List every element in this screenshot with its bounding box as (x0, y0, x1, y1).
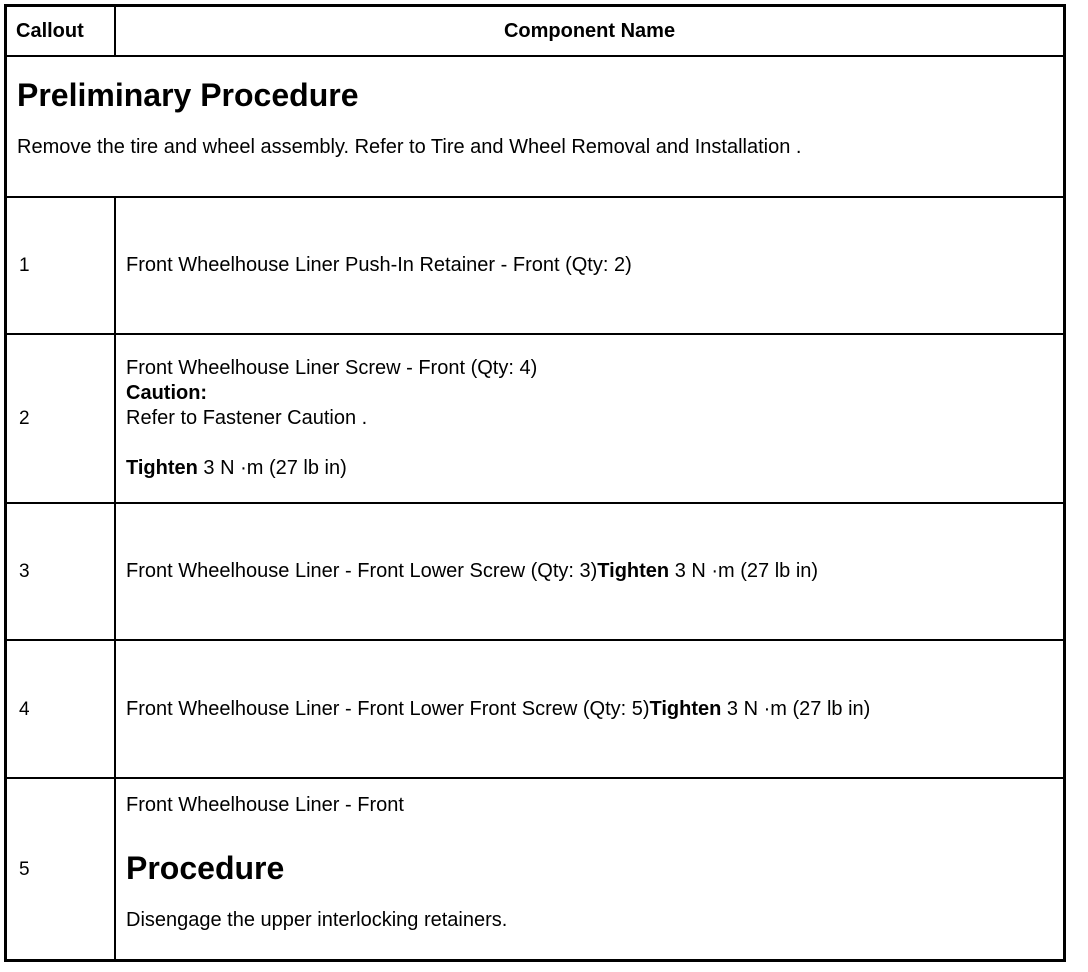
callout-number: 3 (7, 503, 115, 641)
tighten-value: 3 N ·m (27 lb in) (721, 697, 871, 720)
component-description (115, 334, 1063, 503)
header-component-name: Component Name (115, 7, 1063, 56)
spacer (126, 431, 1053, 456)
preliminary-text: Remove the tire and wheel assembly. Refer to Tire and Wheel Removal and Installation . (17, 136, 802, 159)
tighten-spec (126, 456, 1053, 481)
component-table-frame (4, 4, 1066, 962)
tighten-value: 3 N ·m (27 lb in) (197, 456, 347, 479)
component-name: Front Wheelhouse Liner Push-In Retainer - Front (Qty: 2) (126, 253, 632, 276)
component-description (115, 640, 1063, 778)
component-description (115, 503, 1063, 641)
callout-number: 2 (7, 334, 115, 503)
component-name: Front Wheelhouse Liner Screw - Front (Qty: 4) (126, 356, 538, 379)
component-name: Front Wheelhouse Liner - Front Lower Screw (Qty: 3) (126, 559, 598, 582)
header-callout: Callout (7, 7, 115, 56)
callout-number: 5 (7, 778, 115, 959)
tighten-value: 3 N ·m (27 lb in) (669, 559, 819, 582)
table-row (7, 503, 1063, 641)
tighten-label: Tighten (126, 456, 198, 479)
caution-label: Caution: (126, 381, 208, 404)
component-name: Front Wheelhouse Liner - Front (126, 794, 404, 816)
table-row (7, 640, 1063, 778)
component-description (115, 778, 1063, 959)
callout-number: 4 (7, 640, 115, 778)
procedure-text: Disengage the upper interlocking retainers. (126, 909, 508, 931)
component-name: Front Wheelhouse Liner - Front Lower Front Screw (Qty: 5) (126, 697, 650, 720)
procedure-title: Procedure (126, 850, 285, 886)
preliminary-row (7, 56, 1063, 197)
tighten-label: Tighten (649, 697, 722, 720)
caution-text: Refer to Fastener Caution . (126, 406, 368, 429)
preliminary-cell (7, 56, 1063, 197)
tighten-label: Tighten (597, 559, 670, 582)
preliminary-title: Preliminary Procedure (17, 77, 359, 114)
callout-number: 1 (7, 197, 115, 334)
table-header-row (7, 7, 1063, 56)
component-table (7, 7, 1063, 959)
table-row (7, 778, 1063, 959)
table-row (7, 197, 1063, 334)
component-description (115, 197, 1063, 334)
table-row (7, 334, 1063, 503)
